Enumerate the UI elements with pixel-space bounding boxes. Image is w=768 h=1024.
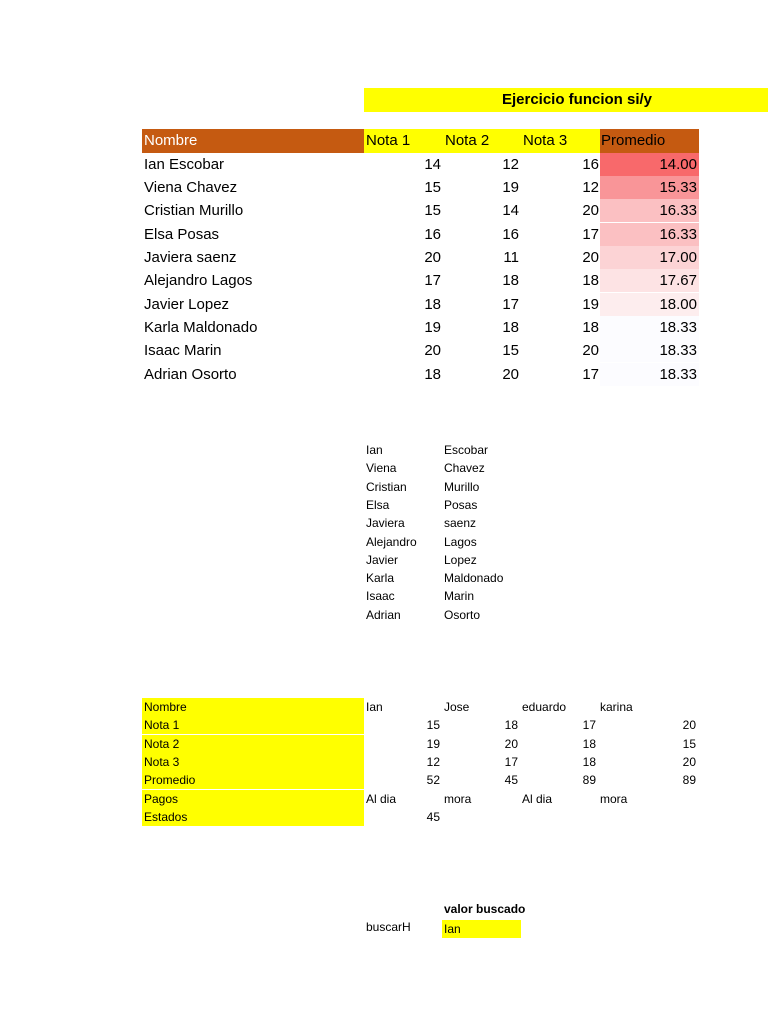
nota1-cell[interactable]: 20 xyxy=(424,342,441,359)
table-row xyxy=(142,246,699,269)
last-name-cell[interactable]: Posas xyxy=(444,497,478,512)
header-nota1[interactable]: Nota 1 xyxy=(366,132,411,149)
student-name-cell[interactable]: Cristian Murillo xyxy=(144,202,244,219)
nota3-cell[interactable]: 20 xyxy=(582,249,599,266)
nota2-cell[interactable]: 20 xyxy=(502,366,519,383)
nota3-cell[interactable]: 18 xyxy=(582,319,599,336)
first-name-cell[interactable]: Isaac xyxy=(366,589,395,604)
value-cell[interactable]: 20 xyxy=(504,736,518,751)
nota1-cell[interactable]: 15 xyxy=(424,179,441,196)
row-label[interactable]: Nota 3 xyxy=(142,753,364,771)
student-name-cell[interactable]: Viena Chavez xyxy=(144,179,238,196)
table-row xyxy=(142,199,699,222)
nota1-cell[interactable]: 20 xyxy=(424,249,441,266)
value-cell[interactable]: mora xyxy=(600,791,628,806)
table-row xyxy=(142,753,768,771)
list-item xyxy=(364,551,564,569)
value-cell[interactable]: 89 xyxy=(682,773,696,788)
promedio-cell[interactable]: 17.00 xyxy=(600,246,699,269)
value-cell[interactable]: 12 xyxy=(426,754,440,769)
promedio-cell[interactable]: 18.33 xyxy=(600,316,699,339)
nota1-cell[interactable]: 18 xyxy=(424,296,441,313)
list-item xyxy=(364,441,564,459)
last-name-cell[interactable]: Maldonado xyxy=(444,571,504,586)
student-name-cell[interactable]: Alejandro Lagos xyxy=(144,272,253,289)
header-nombre[interactable]: Nombre xyxy=(144,132,198,149)
nota1-cell[interactable]: 18 xyxy=(424,366,441,383)
nota2-cell[interactable]: 18 xyxy=(502,319,519,336)
nota1-cell[interactable]: 16 xyxy=(424,226,441,243)
value-cell[interactable]: eduardo xyxy=(522,700,567,714)
student-name-cell[interactable]: Javier Lopez xyxy=(144,296,230,313)
row-label[interactable]: Pagos xyxy=(142,790,364,808)
last-name-cell[interactable]: Lagos xyxy=(444,534,477,549)
student-name-cell[interactable]: Isaac Marin xyxy=(144,342,222,359)
value-cell[interactable]: Al dia xyxy=(366,791,397,806)
table-row xyxy=(142,339,699,362)
header-nota3[interactable]: Nota 3 xyxy=(523,132,568,149)
value-cell[interactable]: 89 xyxy=(582,773,596,788)
list-item xyxy=(364,514,564,532)
value-cell[interactable]: 45 xyxy=(504,773,518,788)
promedio-cell[interactable]: 14.00 xyxy=(600,153,699,176)
nota3-cell[interactable]: 16 xyxy=(582,156,599,173)
table-row xyxy=(142,771,768,789)
value-cell[interactable]: 17 xyxy=(504,754,518,769)
row-label[interactable]: Nota 1 xyxy=(142,716,364,734)
row-label[interactable]: Estados xyxy=(142,808,364,826)
nota2-cell[interactable]: 18 xyxy=(502,272,519,289)
nota2-cell[interactable]: 14 xyxy=(502,202,519,219)
last-name-cell[interactable]: Marin xyxy=(444,589,475,604)
student-name-cell[interactable]: Adrian Osorto xyxy=(144,366,237,383)
row-label[interactable]: Promedio xyxy=(142,771,364,789)
first-name-cell[interactable]: Alejandro xyxy=(366,534,417,549)
last-name-cell[interactable]: Lopez xyxy=(444,552,477,567)
first-name-cell[interactable]: Karla xyxy=(366,571,395,586)
nota2-cell[interactable]: 17 xyxy=(502,296,519,313)
header-promedio[interactable]: Promedio xyxy=(601,132,666,149)
nota2-cell[interactable]: 11 xyxy=(503,249,519,266)
nota3-cell[interactable]: 20 xyxy=(582,202,599,219)
table-row xyxy=(142,808,768,826)
list-item xyxy=(364,606,564,624)
nota1-cell[interactable]: 14 xyxy=(424,156,441,173)
sheet-title: Ejercicio funcion si/y xyxy=(501,91,653,108)
list-item xyxy=(364,459,564,477)
nota1-cell[interactable]: 17 xyxy=(424,272,441,289)
first-name-cell[interactable]: Javier xyxy=(366,552,399,567)
nota1-cell[interactable]: 15 xyxy=(424,202,441,219)
promedio-cell[interactable]: 18.33 xyxy=(600,339,699,362)
promedio-cell[interactable]: 16.33 xyxy=(600,199,699,222)
value-cell[interactable]: 52 xyxy=(426,773,440,788)
nota3-cell[interactable]: 17 xyxy=(582,226,599,243)
table-row xyxy=(142,176,699,199)
nota2-cell[interactable]: 16 xyxy=(502,226,519,243)
promedio-cell[interactable]: 18.00 xyxy=(600,293,699,316)
value-cell[interactable]: Ian xyxy=(366,700,383,714)
value-cell[interactable]: 15 xyxy=(682,736,696,751)
nota3-cell[interactable]: 18 xyxy=(582,272,599,289)
promedio-cell[interactable]: 16.33 xyxy=(600,223,699,246)
nota3-cell[interactable]: 20 xyxy=(582,342,599,359)
value-cell[interactable]: 17 xyxy=(582,718,596,733)
header-nota2[interactable]: Nota 2 xyxy=(445,132,490,149)
nota2-cell[interactable]: 19 xyxy=(502,179,519,196)
value-cell[interactable]: 15 xyxy=(426,718,440,733)
value-cell[interactable]: 20 xyxy=(682,718,696,733)
nota3-cell[interactable]: 17 xyxy=(582,366,599,383)
list-item xyxy=(364,496,564,514)
last-name-cell[interactable]: Murillo xyxy=(444,479,480,494)
student-name-cell[interactable]: Ian Escobar xyxy=(144,156,225,173)
last-name-cell[interactable]: Escobar xyxy=(444,443,489,457)
value-cell[interactable]: 45 xyxy=(426,809,440,824)
first-name-cell[interactable]: Viena xyxy=(366,461,397,476)
list-item xyxy=(364,587,564,605)
table-row xyxy=(142,153,699,176)
nota2-cell[interactable]: 15 xyxy=(502,342,519,359)
nota3-cell[interactable]: 19 xyxy=(582,296,599,313)
promedio-cell[interactable]: 18.33 xyxy=(600,363,699,386)
first-name-cell[interactable]: Elsa xyxy=(366,497,390,512)
first-name-cell[interactable]: Cristian xyxy=(366,479,407,494)
table-row xyxy=(142,716,768,734)
last-name-cell[interactable]: saenz xyxy=(444,516,477,531)
promedio-cell[interactable]: 15.33 xyxy=(600,176,699,199)
value-cell[interactable]: 19 xyxy=(426,736,440,751)
table-row xyxy=(142,363,699,386)
last-name-cell[interactable]: Chavez xyxy=(444,461,485,476)
first-name-cell[interactable]: Adrian xyxy=(366,607,401,622)
row-label[interactable]: Nota 2 xyxy=(142,735,364,753)
nota3-cell[interactable]: 12 xyxy=(582,179,599,196)
student-name-cell[interactable]: Elsa Posas xyxy=(144,226,220,243)
list-item xyxy=(364,478,564,496)
value-cell[interactable]: 20 xyxy=(682,754,696,769)
first-name-cell[interactable]: Ian xyxy=(366,443,383,457)
value-cell[interactable]: Al dia xyxy=(522,791,553,806)
first-name-cell[interactable]: Javiera xyxy=(366,516,405,531)
table-row xyxy=(142,316,699,339)
student-name-cell[interactable]: Karla Maldonado xyxy=(144,319,258,336)
table-row xyxy=(142,735,768,753)
student-name-cell[interactable]: Javiera saenz xyxy=(144,249,237,266)
valor-buscado-label: valor buscado xyxy=(444,902,526,916)
promedio-cell[interactable]: 17.67 xyxy=(600,269,699,292)
list-item xyxy=(364,569,564,587)
value-cell[interactable]: 18 xyxy=(582,754,596,769)
table-row xyxy=(142,790,768,808)
nota1-cell[interactable]: 19 xyxy=(424,319,441,336)
table-row xyxy=(142,698,768,716)
table-row xyxy=(142,269,699,292)
table-row xyxy=(142,223,699,246)
value-cell[interactable]: 18 xyxy=(504,718,518,733)
value-cell[interactable]: Jose xyxy=(444,700,470,714)
row-label[interactable]: Nombre xyxy=(142,698,364,716)
list-item xyxy=(364,533,564,551)
buscarh-label: buscarH xyxy=(366,920,411,934)
nota2-cell[interactable]: 12 xyxy=(502,156,519,173)
value-cell[interactable]: mora xyxy=(444,791,472,806)
last-name-cell[interactable]: Osorto xyxy=(444,607,481,622)
value-cell[interactable]: 18 xyxy=(582,736,596,751)
valor-buscado-cell[interactable]: Ian xyxy=(442,920,521,938)
table-row xyxy=(142,293,699,316)
value-cell[interactable]: karina xyxy=(600,700,633,714)
